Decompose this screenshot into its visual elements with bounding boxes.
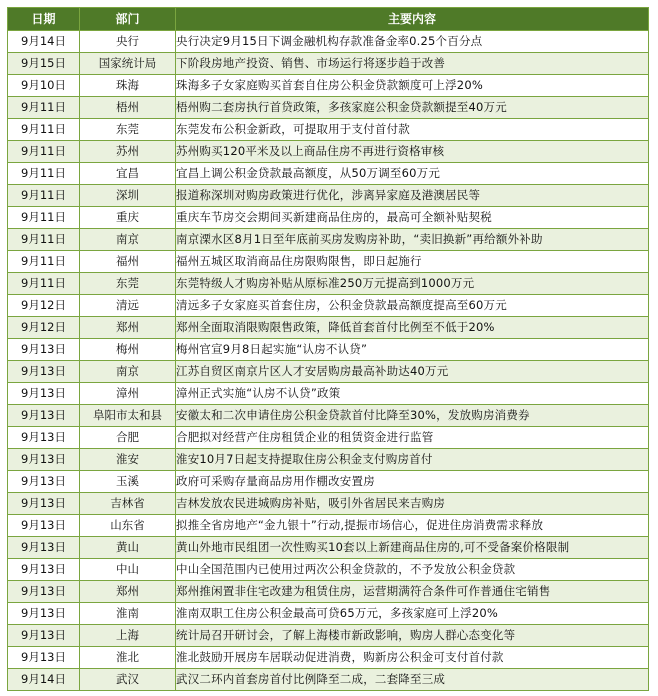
content-cell: 梅州官宣9月8日起实施“认房不认贷” <box>176 339 649 361</box>
date-cell: 9月13日 <box>8 361 80 383</box>
table-row <box>8 141 649 163</box>
table-row <box>8 361 649 383</box>
content-cell: 吉林发放农民进城购房补贴，吸引外省居民来吉购房 <box>176 493 649 515</box>
table-row <box>8 295 649 317</box>
table-row <box>8 383 649 405</box>
date-cell: 9月13日 <box>8 515 80 537</box>
dept-cell: 淮北 <box>80 647 176 669</box>
dept-column-header: 部门 <box>80 8 176 31</box>
date-cell: 9月13日 <box>8 427 80 449</box>
table-row <box>8 515 649 537</box>
dept-cell: 郑州 <box>80 581 176 603</box>
content-cell: 淮南双职工住房公积金最高可贷65万元，多孩家庭可上浮20% <box>176 603 649 625</box>
date-cell: 9月13日 <box>8 559 80 581</box>
date-cell: 9月11日 <box>8 119 80 141</box>
content-cell: 珠海多子女家庭购买首套自住房公积金贷款额度可上浮20% <box>176 75 649 97</box>
dept-cell: 玉溪 <box>80 471 176 493</box>
content-cell: 淮安10月7日起支持提取住房公积金支付购房首付 <box>176 449 649 471</box>
table-body <box>8 31 649 691</box>
table-row <box>8 559 649 581</box>
table-header <box>8 8 649 31</box>
date-column-header: 日期 <box>8 8 80 31</box>
date-cell: 9月15日 <box>8 53 80 75</box>
date-cell: 9月13日 <box>8 383 80 405</box>
date-cell: 9月13日 <box>8 449 80 471</box>
dept-cell: 梧州 <box>80 97 176 119</box>
date-cell: 9月11日 <box>8 163 80 185</box>
content-cell: 中山全国范围内已使用过两次公积金贷款的，不予发放公积金贷款 <box>176 559 649 581</box>
date-cell: 9月14日 <box>8 31 80 53</box>
table-row <box>8 647 649 669</box>
content-cell: 宜昌上调公积金贷款最高额度，从50万调至60万元 <box>176 163 649 185</box>
content-cell: 黄山外地市民组团一次性购买10套以上新建商品住房的,可不受备案价格限制 <box>176 537 649 559</box>
table-row <box>8 471 649 493</box>
content-cell: 苏州购买120平米及以上商品住房不再进行资格审核 <box>176 141 649 163</box>
dept-cell: 郑州 <box>80 317 176 339</box>
table-row <box>8 97 649 119</box>
table-row <box>8 493 649 515</box>
table-row <box>8 207 649 229</box>
table-row <box>8 427 649 449</box>
table-row <box>8 229 649 251</box>
dept-cell: 漳州 <box>80 383 176 405</box>
dept-cell: 淮安 <box>80 449 176 471</box>
table-row <box>8 31 649 53</box>
dept-cell: 宜昌 <box>80 163 176 185</box>
date-cell: 9月13日 <box>8 493 80 515</box>
dept-cell: 中山 <box>80 559 176 581</box>
content-cell: 郑州全面取消限购限售政策，降低首套首付比例至不低于20% <box>176 317 649 339</box>
content-cell: 东莞发布公积金新政，可提取用于支付首付款 <box>176 119 649 141</box>
table-row <box>8 339 649 361</box>
table-row <box>8 53 649 75</box>
dept-cell: 阜阳市太和县 <box>80 405 176 427</box>
dept-cell: 深圳 <box>80 185 176 207</box>
dept-cell: 南京 <box>80 229 176 251</box>
date-cell: 9月13日 <box>8 339 80 361</box>
date-cell: 9月11日 <box>8 229 80 251</box>
dept-cell: 黄山 <box>80 537 176 559</box>
content-cell: 福州五城区取消商品住房限购限售，即日起施行 <box>176 251 649 273</box>
date-cell: 9月13日 <box>8 603 80 625</box>
dept-cell: 山东省 <box>80 515 176 537</box>
content-cell: 东莞特级人才购房补贴从原标准250万元提高到1000万元 <box>176 273 649 295</box>
table-row <box>8 537 649 559</box>
table-row <box>8 317 649 339</box>
content-cell: 合肥拟对经营产住房租赁企业的租赁资金进行监管 <box>176 427 649 449</box>
date-cell: 9月13日 <box>8 405 80 427</box>
dept-cell: 东莞 <box>80 273 176 295</box>
date-cell: 9月11日 <box>8 97 80 119</box>
dept-cell: 武汉 <box>80 669 176 691</box>
dept-cell: 合肥 <box>80 427 176 449</box>
table-row <box>8 119 649 141</box>
dept-cell: 重庆 <box>80 207 176 229</box>
date-cell: 9月14日 <box>8 669 80 691</box>
table-row <box>8 603 649 625</box>
content-cell: 梧州购二套房执行首贷政策，多孩家庭公积金贷款额提至40万元 <box>176 97 649 119</box>
date-cell: 9月11日 <box>8 141 80 163</box>
content-cell: 南京溧水区8月1日至年底前买房发购房补助，“卖旧换新”再给额外补助 <box>176 229 649 251</box>
table-row <box>8 625 649 647</box>
content-cell: 重庆车节房交会期间买新建商品住房的，最高可全额补贴契税 <box>176 207 649 229</box>
content-cell: 清远多子女家庭买首套住房，公积金贷款最高额度提高至60万元 <box>176 295 649 317</box>
dept-cell: 上海 <box>80 625 176 647</box>
header-row <box>8 8 649 31</box>
content-cell: 下阶段房地产投资、销售、市场运行将逐步趋于改善 <box>176 53 649 75</box>
dept-cell: 吉林省 <box>80 493 176 515</box>
content-cell: 郑州推闲置非住宅改建为租赁住房，运营期满符合条件可作普通住宅销售 <box>176 581 649 603</box>
table-row <box>8 449 649 471</box>
date-cell: 9月11日 <box>8 185 80 207</box>
content-cell: 报道称深圳对购房政策进行优化，涉离异家庭及港澳居民等 <box>176 185 649 207</box>
dept-cell: 福州 <box>80 251 176 273</box>
dept-cell: 东莞 <box>80 119 176 141</box>
content-cell: 淮北鼓励开展房车居联动促进消费，购新房公积金可支付首付款 <box>176 647 649 669</box>
content-cell: 江苏自贸区南京片区人才安居购房最高补助达40万元 <box>176 361 649 383</box>
date-cell: 9月11日 <box>8 207 80 229</box>
dept-cell: 梅州 <box>80 339 176 361</box>
date-cell: 9月13日 <box>8 625 80 647</box>
date-cell: 9月13日 <box>8 581 80 603</box>
table-row <box>8 405 649 427</box>
date-cell: 9月11日 <box>8 251 80 273</box>
content-cell: 拟推全省房地产“金九银十”行动,提振市场信心，促进住房消费需求释放 <box>176 515 649 537</box>
content-cell: 统计局召开研讨会，了解上海楼市新政影响，购房人群心态变化等 <box>176 625 649 647</box>
dept-cell: 清远 <box>80 295 176 317</box>
table-row <box>8 273 649 295</box>
content-column-header: 主要内容 <box>176 8 649 31</box>
policy-table <box>7 7 649 691</box>
date-cell: 9月12日 <box>8 317 80 339</box>
table-row <box>8 163 649 185</box>
date-cell: 9月13日 <box>8 471 80 493</box>
date-cell: 9月13日 <box>8 647 80 669</box>
content-cell: 央行决定9月15日下调金融机构存款准备金率0.25个百分点 <box>176 31 649 53</box>
dept-cell: 淮南 <box>80 603 176 625</box>
content-cell: 武汉二环内首套房首付比例降至二成，二套降至三成 <box>176 669 649 691</box>
table-row <box>8 251 649 273</box>
date-cell: 9月10日 <box>8 75 80 97</box>
dept-cell: 珠海 <box>80 75 176 97</box>
date-cell: 9月11日 <box>8 273 80 295</box>
table-row <box>8 669 649 691</box>
content-cell: 安徽太和二次申请住房公积金贷款首付比降至30%，发放购房消费券 <box>176 405 649 427</box>
date-cell: 9月13日 <box>8 537 80 559</box>
table-row <box>8 75 649 97</box>
content-cell: 漳州正式实施“认房不认贷”政策 <box>176 383 649 405</box>
dept-cell: 国家统计局 <box>80 53 176 75</box>
table-row <box>8 185 649 207</box>
table-row <box>8 581 649 603</box>
date-cell: 9月12日 <box>8 295 80 317</box>
dept-cell: 央行 <box>80 31 176 53</box>
content-cell: 政府可采购存量商品房用作棚改安置房 <box>176 471 649 493</box>
dept-cell: 南京 <box>80 361 176 383</box>
dept-cell: 苏州 <box>80 141 176 163</box>
